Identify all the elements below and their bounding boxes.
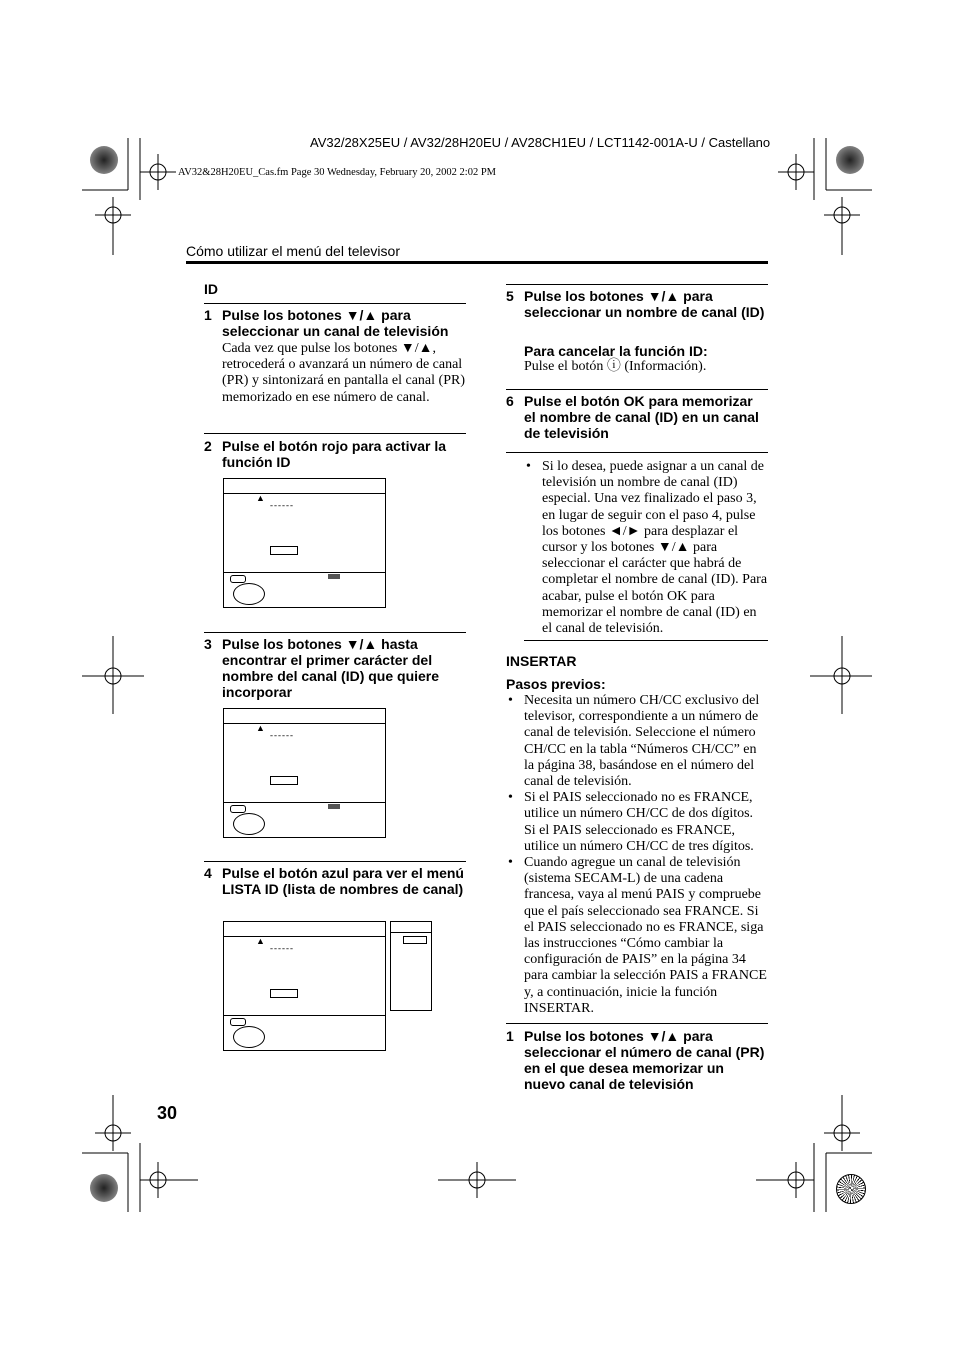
step-1 <box>204 307 466 339</box>
id-dashes: ------ <box>270 500 294 510</box>
step-4 <box>204 865 466 897</box>
divider <box>204 433 466 434</box>
remote-button-icon <box>230 575 246 583</box>
step-title: Pulse los botones ▼/▲ para seleccionar un canal de televisión <box>222 307 449 339</box>
field-box <box>270 989 298 998</box>
file-info-line: AV32&28H20EU_Cas.fm Page 30 Wednesday, February 20, 2002 2:02 PM <box>178 167 497 178</box>
divider <box>506 389 768 390</box>
id-list-panel <box>390 921 432 1011</box>
step-6 <box>506 393 768 441</box>
prereq-list <box>506 693 768 1017</box>
color-button-icon <box>328 574 340 579</box>
id-heading: ID <box>204 281 218 297</box>
field-box <box>270 546 298 555</box>
id-dashes: ------ <box>270 943 294 953</box>
step-number: 5 <box>506 288 514 304</box>
dpad-icon <box>233 1026 265 1048</box>
color-button-icon <box>328 804 340 809</box>
step-5 <box>506 288 768 320</box>
divider <box>506 452 768 453</box>
remote-button-icon <box>230 1018 246 1026</box>
step-title: Pulse los botones ▼/▲ para seleccionar el número de canal (PR) en el que desea memorizar un nuevo canal de televisión <box>524 1028 765 1092</box>
list-entry-box <box>403 936 427 944</box>
remote-button-icon <box>230 805 246 813</box>
cancel-heading: Para cancelar la función ID: <box>524 343 708 359</box>
insert-step-1 <box>506 1028 768 1092</box>
cancel-body: Pulse el botón ⓘ (Información). <box>524 359 707 374</box>
step-title: Pulse el botón rojo para activar la función ID <box>222 438 447 470</box>
tip-note: • Si lo desea, puede asignar a un canal de televisión un nombre de canal (ID) especial. Una vez finalizado el paso 3, en lugar de seguir con el paso 4, pulse los botones ◄/► para desplazar el cursor y los botones ▼/▲ para seleccionar el carácter que habrá de completar el nombre de canal (ID). Para acabar, pulse el botón OK para memorizar el nombre de canal (ID) en el canal de televisión. <box>526 459 768 637</box>
step-number: 6 <box>506 393 514 409</box>
step-number: 1 <box>506 1028 514 1044</box>
step-1-body: Cada vez que pulse los botones ▼/▲, retrocederá o avanzará un número de canal (PR) y sintonizará en pantalla el canal (PR) memorizado en ese número de canal. <box>222 341 465 405</box>
section-title: Cómo utilizar el menú del televisor <box>186 243 400 259</box>
step-2 <box>204 438 466 470</box>
divider <box>524 640 768 641</box>
lock-icon: ▲ <box>256 723 265 733</box>
step-title: Pulse los botones ▼/▲ hasta encontrar el primer carácter del nombre del canal (ID) que quiere incorporar <box>222 636 440 700</box>
dpad-icon <box>233 813 265 835</box>
model-line: AV32/28X25EU / AV32/28H20EU / AV28CH1EU / LCT1142-001A-U / Castellano <box>310 135 771 150</box>
list-item: • Necesita un número CH/CC exclusivo del televisor, correspondiente a un número de canal de televisión. Seleccione el número CH/CC en la tabla “Números CH/CC” en la página 38, basándose en el número del canal de televisión. <box>508 693 760 790</box>
id-dashes: ------ <box>270 730 294 740</box>
step-number: 1 <box>204 307 212 323</box>
divider <box>506 284 768 285</box>
tv-screen-illustration <box>223 708 386 838</box>
prereq-heading: Pasos previos: <box>506 676 606 692</box>
divider <box>204 632 466 633</box>
step-number: 3 <box>204 636 212 652</box>
field-box <box>270 776 298 785</box>
insert-heading: INSERTAR <box>506 653 577 669</box>
divider <box>506 1023 768 1024</box>
header-rule <box>186 261 768 264</box>
page-number: 30 <box>157 1103 178 1123</box>
divider <box>204 303 466 304</box>
tv-screen-illustration <box>223 921 386 1051</box>
step-number: 2 <box>204 438 212 454</box>
list-item: • Cuando agregue un canal de televisión (sistema SECAM-L) de una cadena francesa, vaya al menú PAIS y compruebe que el país seleccionado sea FRANCE. Si el PAIS seleccionado no es FRANCE, siga las instrucciones “Cómo cambiar la configuración de PAIS” en la página 34 para cambiar la selección PAIS a FRANCE y, a continuación, inicie la función INSERTAR. <box>508 855 767 1016</box>
step-title: Pulse el botón OK para memorizar el nombre de canal (ID) en un canal de televisión <box>524 393 759 441</box>
step-number: 4 <box>204 865 212 881</box>
list-item: • Si el PAIS seleccionado no es FRANCE, utilice un número CH/CC de dos dígitos. Si el PAIS seleccionado es FRANCE, utilice un número CH/CC de tres dígitos. <box>508 790 754 854</box>
lock-icon: ▲ <box>256 493 265 503</box>
divider <box>204 861 466 862</box>
dpad-icon <box>233 583 265 605</box>
step-title: Pulse los botones ▼/▲ para seleccionar un nombre de canal (ID) <box>524 288 765 320</box>
step-3 <box>204 636 466 700</box>
tv-screen-illustration <box>223 478 386 608</box>
lock-icon: ▲ <box>256 936 265 946</box>
step-title: Pulse el botón azul para ver el menú LISTA ID (lista de nombres de canal) <box>222 865 464 897</box>
